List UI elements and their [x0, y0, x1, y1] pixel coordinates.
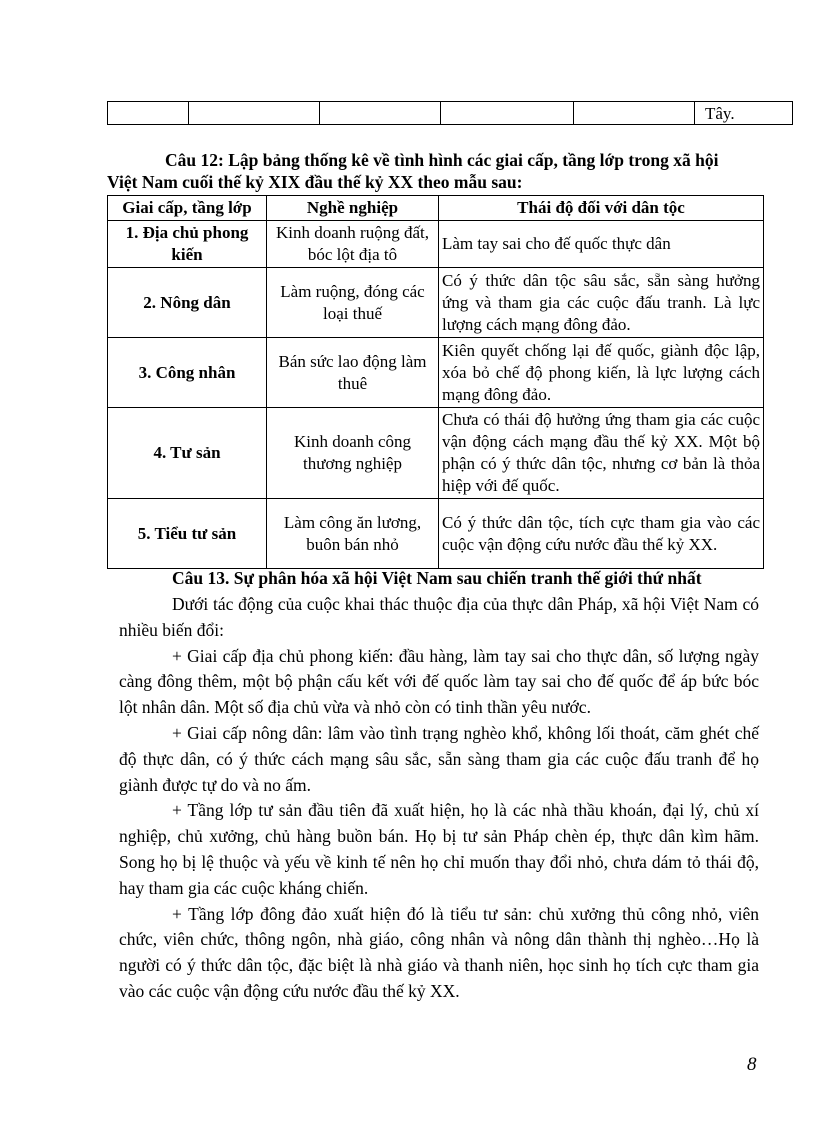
- cell-class: 2. Nông dân: [108, 268, 267, 338]
- cell-job: Làm công ăn lương, buôn bán nhỏ: [267, 499, 439, 569]
- table-header-row: [108, 196, 764, 221]
- table-row: [108, 408, 764, 499]
- cell-attitude: Kiên quyết chống lại đế quốc, giành độc lập, xóa bỏ chế độ phong kiến, là lực lượng cách mạng đông đảo.: [439, 338, 764, 408]
- question-12-line-1: Câu 12: Lập bảng thống kê về tình hình các giai cấp, tầng lớp trong xã hội: [165, 150, 719, 170]
- cell-job: Kinh doanh ruộng đất, bóc lột địa tô: [267, 221, 439, 268]
- header-attitude: Thái độ đối với dân tộc: [439, 196, 764, 221]
- table-row: [108, 102, 793, 125]
- cell-attitude: Làm tay sai cho đế quốc thực dân: [439, 221, 764, 268]
- table-cell: [441, 102, 574, 125]
- cell-attitude: Có ý thức dân tộc sâu sắc, sẵn sàng hưởng ứng và tham gia các cuộc đấu tranh. Là lực lượng cách mạng đông đảo.: [439, 268, 764, 338]
- header-class: Giai cấp, tầng lớp: [108, 196, 267, 221]
- table-row: [108, 221, 764, 268]
- question-13-title: Câu 13. Sự phân hóa xã hội Việt Nam sau chiến tranh thế giới thứ nhất: [172, 568, 702, 588]
- cell-job: Làm ruộng, đóng các loại thuế: [267, 268, 439, 338]
- table-row: [108, 499, 764, 569]
- cell-attitude: Có ý thức dân tộc, tích cực tham gia vào các cuộc vận động cứu nước đầu thế kỷ XX.: [439, 499, 764, 569]
- table-cell: [189, 102, 320, 125]
- cell-class: 5. Tiểu tư sản: [108, 499, 267, 569]
- table-cell-last: Tây.: [695, 102, 793, 125]
- cell-class: 1. Địa chủ phong kiến: [108, 221, 267, 268]
- question-13-body: [119, 592, 759, 1005]
- cell-class: 4. Tư sản: [108, 408, 267, 499]
- paragraph: + Tầng lớp đông đảo xuất hiện đó là tiểu tư sản: chủ xưởng thủ công nhỏ, viên chức, viên chức, thông ngôn, nhà giáo, công nhân và nông dân thành thị nghèo…Họ là người có ý thức dân tộc, đặc biệt là nhà giáo và thanh niên, học sinh họ tích cực tham gia vào các cuộc vận động cứu nước đầu thế kỷ XX.: [119, 903, 759, 1001]
- previous-table-fragment: [107, 101, 793, 125]
- cell-job: Bán sức lao động làm thuê: [267, 338, 439, 408]
- paragraph: Dưới tác động của cuộc khai thác thuộc địa của thực dân Pháp, xã hội Việt Nam có nhiều biến đổi:: [119, 594, 759, 640]
- table-cell: [108, 102, 189, 125]
- cell-job: Kinh doanh công thương nghiệp: [267, 408, 439, 499]
- table-cell: [574, 102, 695, 125]
- paragraph: + Giai cấp nông dân: lâm vào tình trạng nghèo khổ, không lối thoát, căm ghét chế độ thực dân, có ý thức cách mạng sâu sắc, sẵn sàng tham gia các cuộc đấu tranh để họ giành được tự do và no ấm.: [119, 722, 759, 795]
- paragraph: + Tầng lớp tư sản đầu tiên đã xuất hiện, họ là các nhà thầu khoán, đại lý, chủ xí nghiệp, chủ xưởng, chủ hàng buồn bán. Họ bị tư sản Pháp chèn ép, thực dân kìm hãm. Song họ bị lệ thuộc và yếu về kinh tế nên họ chỉ muốn thay đổi nhỏ, chưa dám tỏ thái độ, hay tham gia các cuộc kháng chiến.: [119, 800, 759, 898]
- table-cell: [320, 102, 441, 125]
- paragraph: + Giai cấp địa chủ phong kiến: đầu hàng, làm tay sai cho thực dân, số lượng ngày càng đông thêm, một bộ phận cấu kết với đế quốc làm tay sai cho đế quốc để áp bức bóc lột nhân dân. Một số địa chủ vừa và nhỏ còn có tinh thần yêu nước.: [119, 645, 759, 718]
- question-12-line-2: Việt Nam cuối thế kỷ XIX đầu thế kỷ XX theo mẫu sau:: [107, 172, 523, 192]
- table-row: [108, 268, 764, 338]
- page-number: 8: [747, 1054, 757, 1075]
- table-row: [108, 338, 764, 408]
- cell-attitude: Chưa có thái độ hưởng ứng tham gia các cuộc vận động cách mạng đầu thế kỷ XX. Một bộ phận có ý thức dân tộc, nhưng cơ bản là thỏa hiệp với đế quốc.: [439, 408, 764, 499]
- social-classes-table: [107, 195, 764, 569]
- header-job: Nghề nghiệp: [267, 196, 439, 221]
- cell-class: 3. Công nhân: [108, 338, 267, 408]
